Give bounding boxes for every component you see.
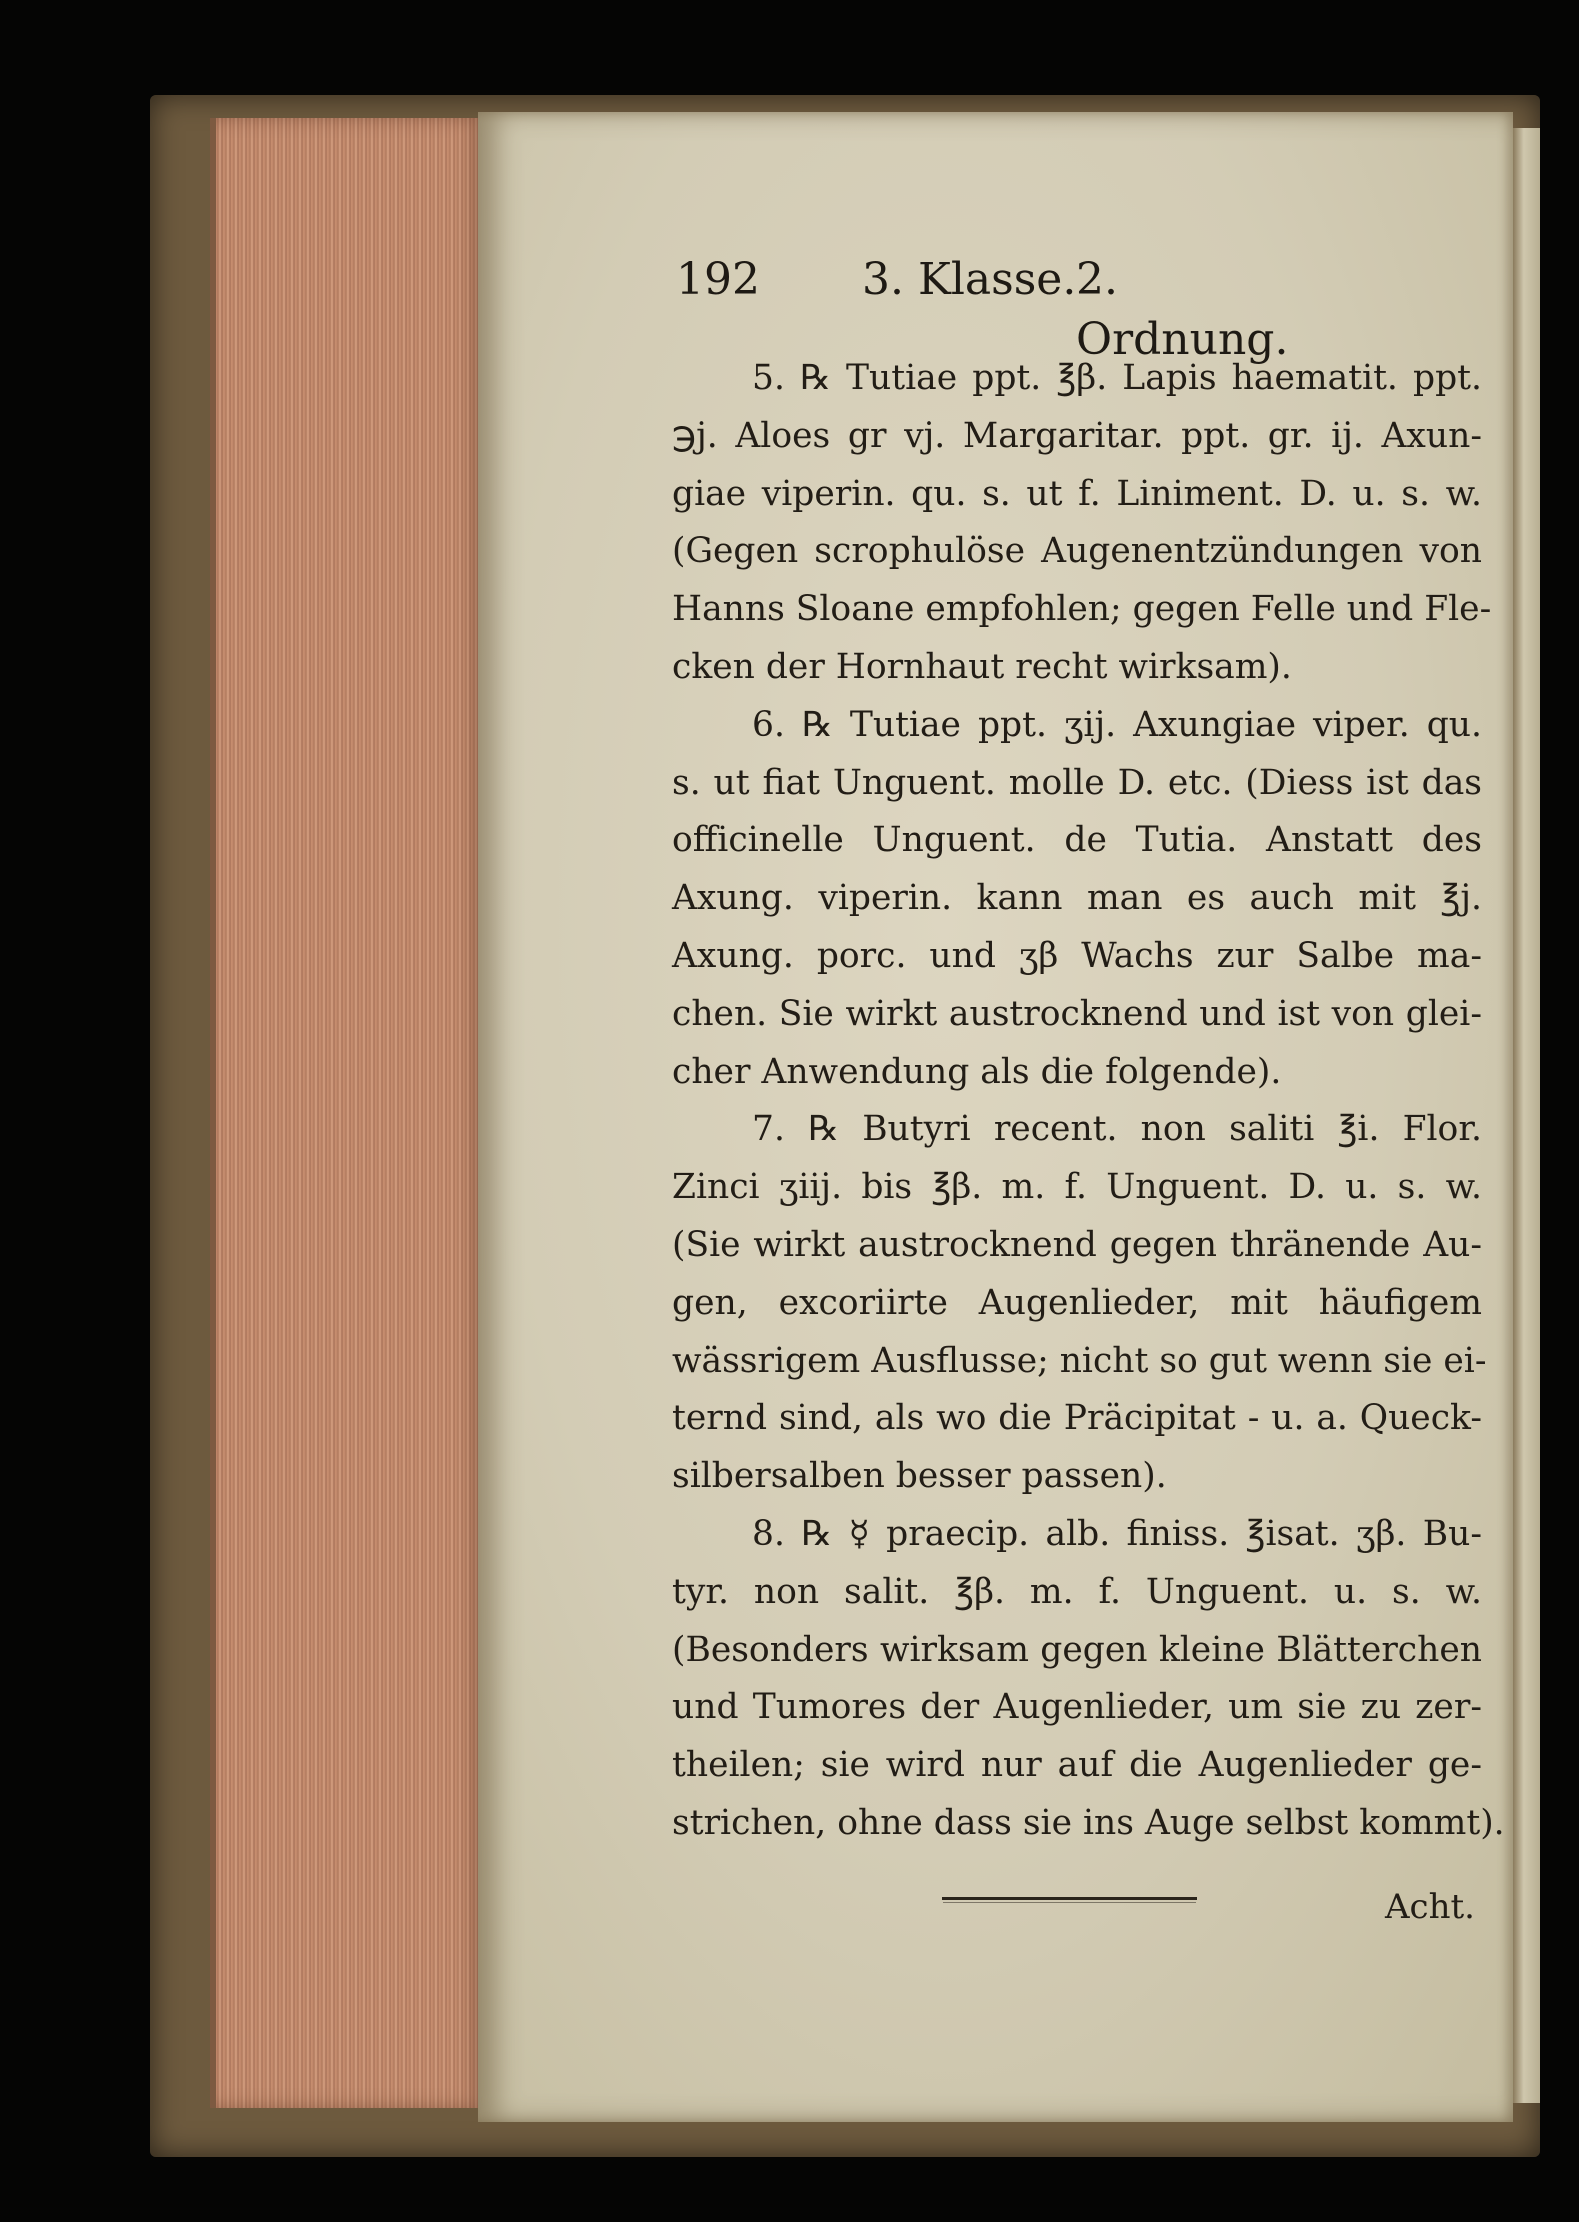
body-text bbox=[672, 350, 1505, 1853]
page-number: 192 bbox=[676, 254, 760, 305]
catchword: Acht. bbox=[1385, 1887, 1475, 1927]
text-line: (Sie wirkt austrocknend gegen thränende Au- bbox=[672, 1224, 1482, 1265]
text-line: cher Anwendung als die folgende). bbox=[672, 1051, 1282, 1092]
section-divider bbox=[942, 1897, 1197, 1900]
text-line: Axung. porc. und ʒβ Wachs zur Salbe ma- bbox=[672, 935, 1482, 976]
text-line: und Tumores der Augenlieder, um sie zu zer- bbox=[672, 1687, 1482, 1728]
text-line: cken der Hornhaut recht wirksam). bbox=[672, 646, 1292, 687]
text-line: ℈j. Aloes gr vj. Margaritar. ppt. gr. ij. Axun- bbox=[672, 415, 1482, 456]
next-page-edge bbox=[1513, 128, 1540, 2103]
text-line: s. ut fiat Unguent. molle D. etc. (Diess ist das bbox=[672, 762, 1482, 803]
text-line: theilen; sie wird nur auf die Augenlieder ge- bbox=[672, 1745, 1482, 1786]
text-line: (Gegen scrophulöse Augenentzündungen von bbox=[672, 531, 1482, 572]
text-line: gen, excoriirte Augenlieder, mit häufigem bbox=[672, 1282, 1482, 1323]
text-line: 8. ℞ ☿ praecip. alb. finiss. ℥isat. ʒβ. Bu- bbox=[752, 1513, 1482, 1554]
text-line: silbersalben besser passen). bbox=[672, 1456, 1167, 1497]
text-line: officinelle Unguent. de Tutia. Anstatt des bbox=[672, 820, 1482, 861]
text-line: strichen, ohne dass sie ins Auge selbst kommt). bbox=[672, 1802, 1505, 1843]
text-line: (Besonders wirksam gegen kleine Blätterchen bbox=[672, 1629, 1482, 1670]
text-line: Hanns Sloane empfohlen; gegen Felle und Fle- bbox=[672, 589, 1492, 630]
text-line: Zinci ʒiij. bis ℥β. m. f. Unguent. D. u. s. w. bbox=[672, 1167, 1482, 1208]
class-label: 3. Klasse. bbox=[862, 254, 1077, 305]
text-line: giae viperin. qu. s. ut f. Liniment. D. u. s. w. bbox=[672, 473, 1482, 514]
text-line: 6. ℞ Tutiae ppt. ʒij. Axungiae viper. qu. bbox=[752, 704, 1482, 745]
text-line: ternd sind, als wo die Präcipitat - u. a. Queck- bbox=[672, 1398, 1482, 1439]
order-label: 2. Ordnung. bbox=[1076, 254, 1289, 365]
text-line: 7. ℞ Butyri recent. non saliti ℥i. Flor. bbox=[752, 1109, 1482, 1150]
text-line: tyr. non salit. ℥β. m. f. Unguent. u. s. w. bbox=[672, 1571, 1482, 1612]
text-line: chen. Sie wirkt austrocknend und ist von glei- bbox=[672, 993, 1482, 1034]
text-line: wässrigem Ausflusse; nicht so gut wenn sie ei- bbox=[672, 1340, 1487, 1381]
text-line: Axung. viperin. kann man es auch mit ℥j. bbox=[672, 878, 1482, 919]
text-line: 5. ℞ Tutiae ppt. ℥β. Lapis haematit. ppt. bbox=[752, 358, 1482, 398]
page-edges bbox=[210, 118, 486, 2108]
running-header bbox=[676, 250, 1316, 365]
